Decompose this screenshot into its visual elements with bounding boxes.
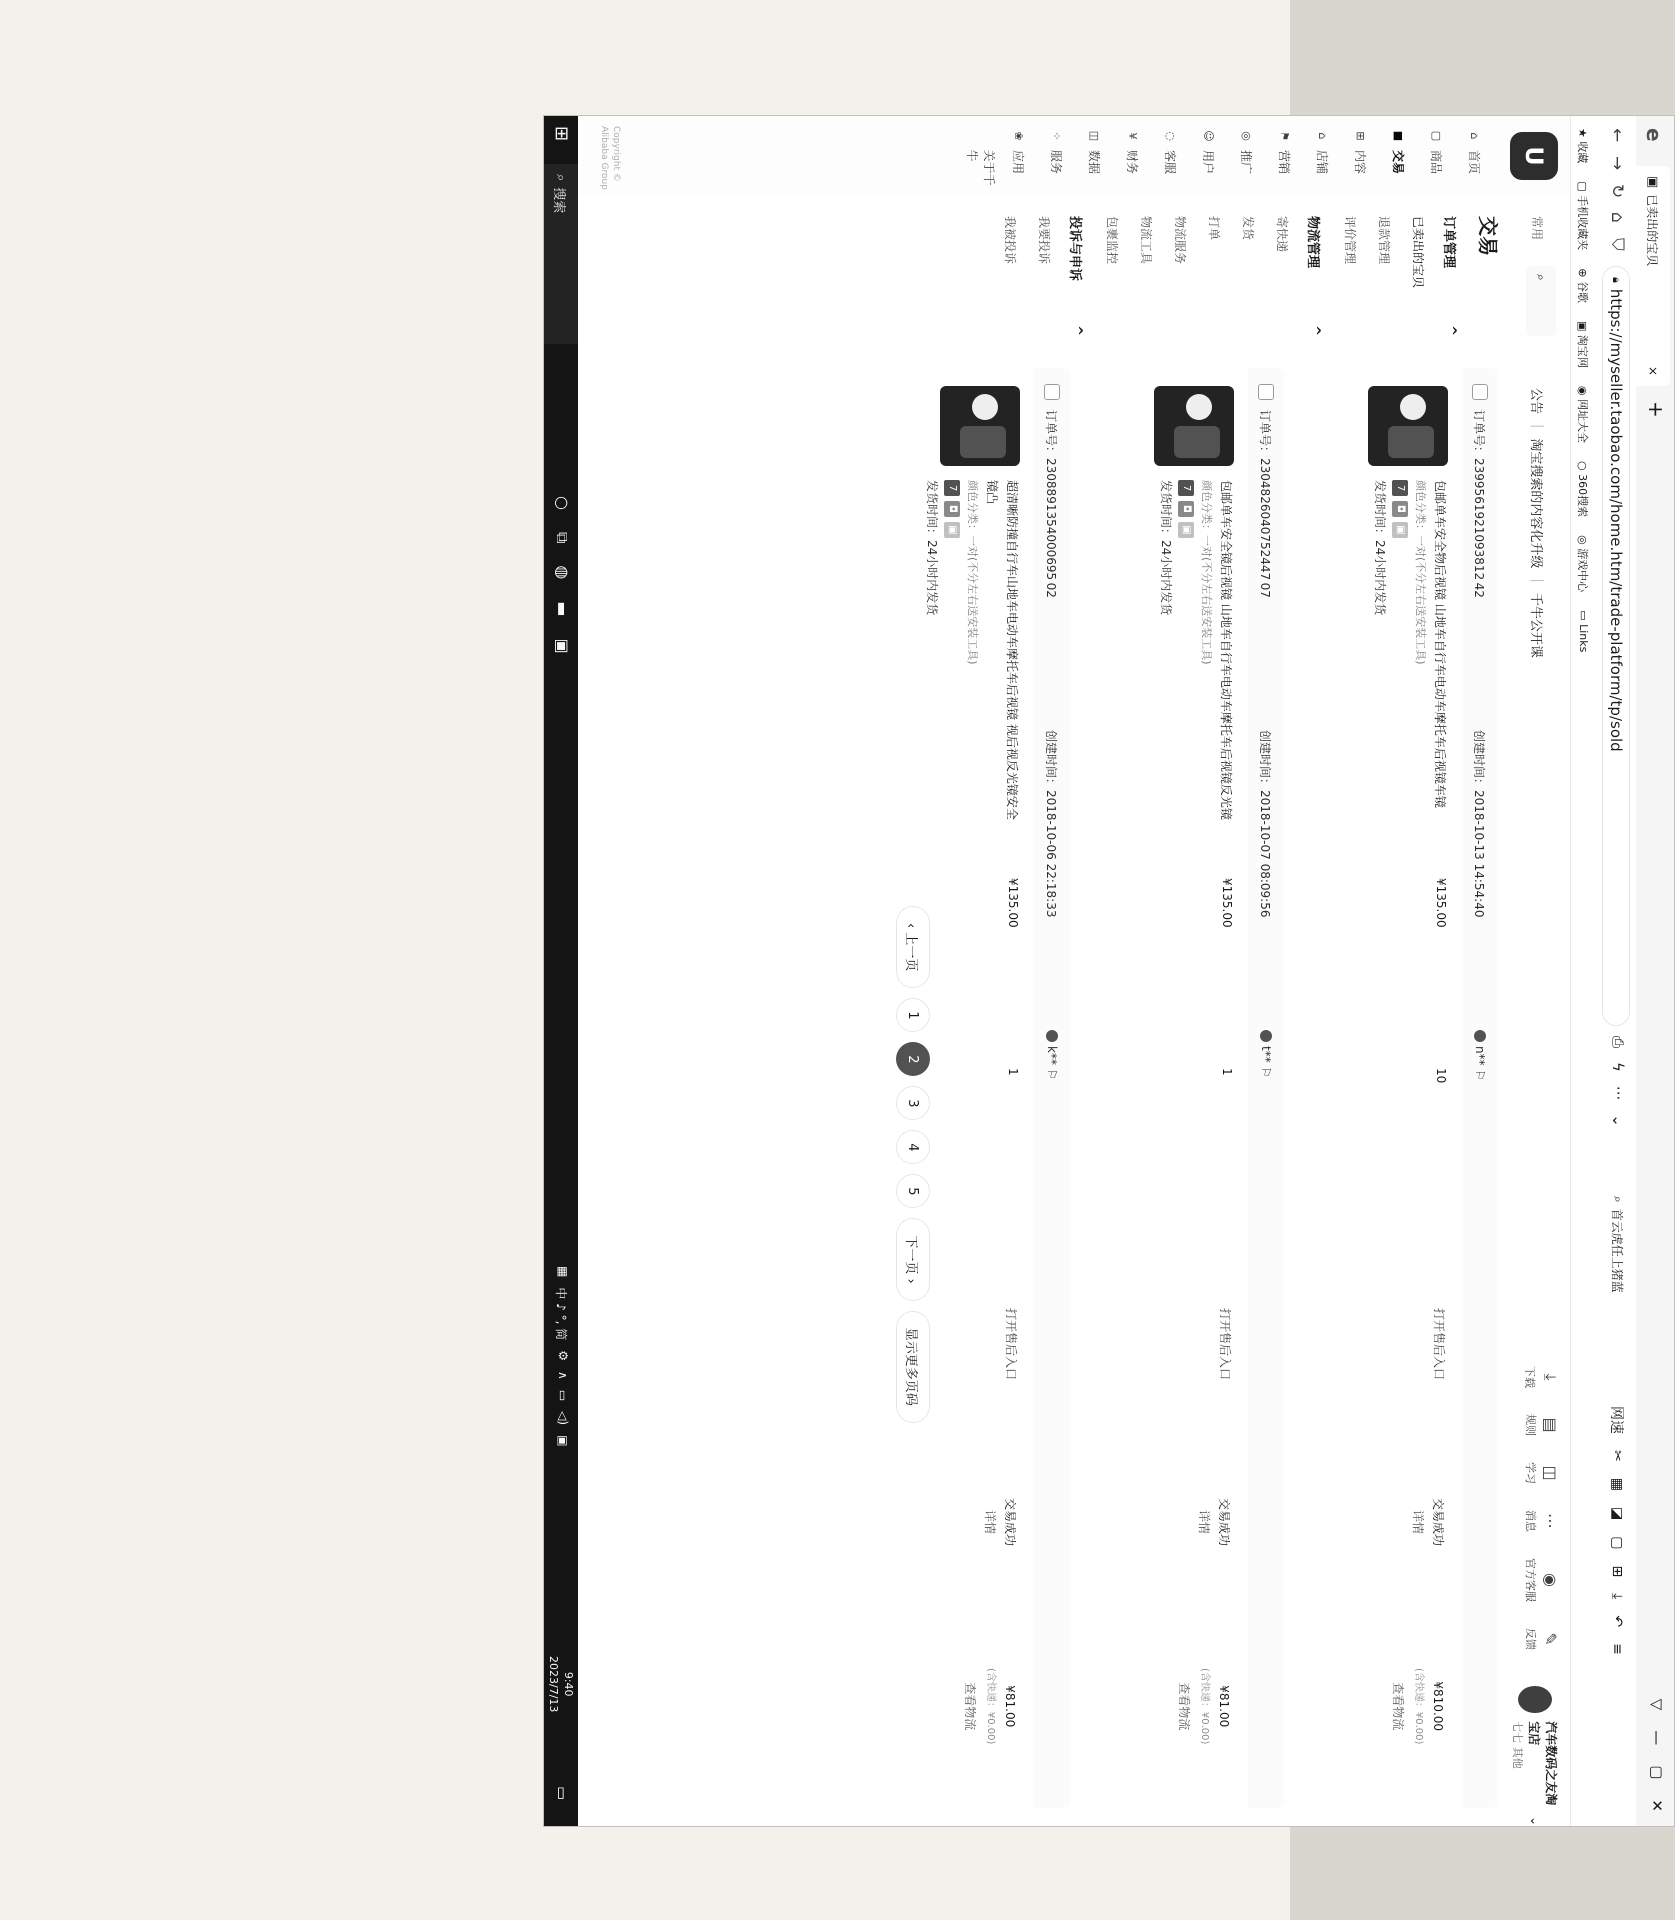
aftersale-link[interactable]: 打开售后入口 — [1218, 1308, 1232, 1381]
page-button[interactable]: 3 — [896, 1086, 930, 1120]
qianniu-logo[interactable]: U — [1510, 132, 1558, 180]
file-complaint-link[interactable]: 我要投诉 — [1037, 216, 1052, 265]
page-button-current[interactable]: 2 — [896, 1042, 930, 1076]
clock-time: 9:40 — [562, 1671, 575, 1697]
back-icon[interactable]: ← — [1607, 128, 1627, 143]
product-info — [1156, 480, 1236, 820]
grid-icon[interactable]: ▦ — [1609, 1477, 1625, 1491]
cortana-icon[interactable]: ○ — [553, 496, 572, 510]
data-icon: ◫ — [1088, 130, 1102, 142]
apps-icon: ❀ — [1012, 131, 1026, 141]
order-card — [1298, 368, 1498, 1808]
guarantee-icon: ◘ — [1178, 501, 1194, 517]
nav-service[interactable]: ◌ 客服 — [1152, 116, 1190, 196]
screenshot — [543, 115, 1675, 1827]
address-tools — [1609, 1036, 1627, 1127]
scissors-icon[interactable]: ✂ — [1609, 1450, 1625, 1462]
section-title: 交易 — [1476, 216, 1500, 256]
product-spec: 颜色分类：一对(不分左右送安装工具) — [966, 480, 979, 665]
download-icon: ⤓ — [1541, 1373, 1560, 1381]
guarantee-icon: ◘ — [1392, 501, 1408, 517]
group-order-management — [1334, 216, 1466, 336]
view-logistics-link[interactable]: 查看物流 — [963, 1682, 977, 1731]
product-thumbnail[interactable] — [1368, 386, 1448, 466]
windows-start-icon[interactable]: ⊞ — [551, 126, 572, 142]
url-text: https://myseller.taobao.com/home.htm/trade-platform/tp/sold — [1607, 288, 1625, 752]
notice-bar: 公告 | 淘宝搜索的内容化升级 | 千牛公开课 — [1518, 368, 1558, 1808]
nav-trade[interactable]: ■ 交易 — [1380, 116, 1418, 196]
chevron-down-icon[interactable]: ⌄ — [1609, 1114, 1627, 1127]
wangwang-icon — [1260, 1030, 1272, 1042]
nav-users[interactable]: ☺ 用户 — [1190, 116, 1228, 196]
buyer[interactable]: n** ⚐ — [1473, 1030, 1487, 1080]
nav-about[interactable]: 关于千牛 — [965, 149, 996, 186]
extension-icon[interactable]: ◪ — [1609, 1506, 1625, 1521]
shield-icon[interactable]: ⛉ — [1607, 238, 1627, 251]
refresh-icon[interactable]: ↻ — [1607, 184, 1627, 199]
order-header: 订单号：2399561921093812 42 创建时间：2018-10-13 14:54:40 n** ⚐ — [1462, 368, 1498, 1808]
chevron-up-icon[interactable]: ∧ — [556, 1371, 570, 1380]
service-icon: ▣ — [1178, 522, 1194, 538]
product-title[interactable]: 包邮单车安全镜后视镜 山地车自行车电动车摩托车后视镜反光镜 — [1219, 480, 1233, 820]
feedback-icon: ✎ — [1541, 1632, 1560, 1646]
order-total: ¥81.00 (含快递：¥0.00) 查看物流 — [1174, 1668, 1234, 1744]
created-time: 2018-10-13 14:54:40 — [1472, 790, 1487, 918]
bookmark-360[interactable]: ○ 360搜索 — [1576, 460, 1590, 518]
order-number: 2304826040752447 07 — [1258, 458, 1273, 598]
window-controls — [1648, 1699, 1666, 1812]
download-tool[interactable]: ⤓ 下载 — [1523, 1366, 1560, 1388]
notice-link[interactable]: 淘宝搜索的内容化升级 — [1528, 438, 1544, 569]
ime-icon[interactable]: ▦ — [556, 1266, 570, 1278]
notification-icon[interactable]: ▭ — [553, 1786, 571, 1801]
bookmark-hao[interactable]: ◉ 网址大全 — [1576, 385, 1590, 443]
settings-icon[interactable]: ⚙ — [556, 1350, 570, 1362]
notice-link[interactable]: 千牛公开课 — [1528, 592, 1544, 658]
page-button[interactable]: 4 — [896, 1130, 930, 1164]
services-icon: ⁘ — [1050, 131, 1064, 141]
service-icon: ▣ — [1392, 522, 1408, 538]
pin-icon[interactable]: ▽ — [1648, 1698, 1666, 1711]
order-header: 订单号：2308891354000695 02 创建时间：2018-10-06 22:18:33 k** ⚐ — [1034, 368, 1070, 1808]
home-icon: ⌂ — [1468, 132, 1482, 140]
more-pages-button[interactable]: 显示更多页码 — [896, 1311, 930, 1423]
order-number: 2308891354000695 02 — [1044, 458, 1059, 598]
menu-search[interactable] — [1526, 266, 1556, 336]
chevron-up-icon: ^ — [1069, 325, 1085, 336]
main-content — [578, 346, 1570, 1826]
lock-icon: 🔒︎ — [1610, 277, 1623, 283]
nav-goods[interactable]: ▢ 商品 — [1418, 116, 1456, 196]
promotion-icon: ◎ — [1240, 131, 1254, 141]
ship-link[interactable]: 发货 — [1241, 216, 1256, 241]
clock-date: 2023/7/13 — [547, 1656, 560, 1713]
search-suggestion: 首云虎任上猪蓝 — [1610, 1208, 1624, 1293]
address-bar — [1595, 116, 1636, 1826]
detail-link[interactable]: 详情 — [1197, 1510, 1211, 1535]
network-icon[interactable]: ▣ — [556, 1435, 570, 1447]
shipping-fee: (含快递：¥0.00) — [1413, 1668, 1424, 1745]
nav-promotion[interactable]: ◎ 推广 — [1228, 116, 1266, 196]
refund-link[interactable]: 退款管理 — [1377, 216, 1392, 265]
bookmark-taobao[interactable]: ▣ 淘宝网 — [1576, 320, 1590, 368]
apps-icon[interactable]: ⊞ — [1609, 1565, 1625, 1578]
created-time: 2018-10-07 08:09:56 — [1258, 790, 1273, 918]
content-icon: ⊞ — [1354, 131, 1368, 141]
rules-tool[interactable]: ▤ 规则 — [1524, 1414, 1560, 1436]
service-icon: ▣ — [944, 522, 960, 538]
secondary-sidebar — [578, 196, 1570, 347]
detail-link[interactable]: 详情 — [983, 1510, 997, 1535]
system-tray — [553, 1266, 570, 1446]
page-button[interactable]: 1 — [896, 998, 930, 1032]
new-tab-button[interactable]: + — [1644, 401, 1668, 418]
users-icon: ☺ — [1202, 130, 1216, 142]
product-thumbnail[interactable] — [1154, 386, 1234, 466]
battery-icon[interactable]: ▭ — [556, 1389, 570, 1402]
volume-icon[interactable]: ◁) — [556, 1411, 570, 1426]
screenshot-tool-icon[interactable]: ⎙ — [1609, 1036, 1627, 1049]
copyright: Copyright © Alibaba Group — [599, 126, 621, 190]
chevron-down-icon: ⌄ — [1528, 1815, 1542, 1826]
forward-icon[interactable]: → — [1607, 156, 1627, 171]
created-time: 2018-10-06 22:18:33 — [1044, 790, 1059, 918]
avatar — [1518, 1686, 1552, 1713]
message-tool[interactable]: ⋯ 消息 — [1524, 1510, 1560, 1532]
ship-time: 发货时间：24小时内发货 — [1159, 480, 1173, 616]
ime-status[interactable]: 中 ♪ °, 简 — [554, 1287, 568, 1341]
notice-label: 公告 — [1528, 388, 1544, 415]
bookmarks-bar — [1570, 116, 1596, 1826]
ship-time: 发货时间：24小时内发货 — [1373, 480, 1387, 616]
order-checkbox[interactable] — [1044, 384, 1060, 400]
order-total: ¥81.00 (含快递：¥0.00) 查看物流 — [960, 1668, 1020, 1744]
main-sidebar — [578, 116, 1570, 197]
nav-marketing[interactable]: ⚑ 营销 — [1266, 116, 1304, 196]
taobao-favicon-icon: ▣ — [1645, 176, 1661, 189]
shipping-fee: (含快递：¥0.00) — [985, 1668, 996, 1745]
window-icon[interactable]: ▢ — [1609, 1536, 1625, 1550]
chevron-up-icon: ^ — [1307, 325, 1323, 336]
order-checkbox[interactable] — [1472, 384, 1488, 400]
lightning-icon[interactable]: ϟ — [1609, 1062, 1627, 1072]
tab-bar — [1636, 116, 1674, 1826]
send-express-link[interactable]: 寄快递 — [1275, 216, 1290, 253]
seven-day-return-icon: 7 — [1178, 480, 1194, 496]
maximize-icon[interactable]: ▢ — [1648, 1765, 1666, 1780]
nav-apps[interactable]: ❀ 应用 — [1000, 116, 1038, 196]
order-status: 交易成功 详情 — [1194, 1498, 1234, 1546]
chevron-up-icon: ^ — [1443, 325, 1459, 336]
product-info — [1370, 480, 1450, 820]
common-label: 常用 — [1530, 216, 1544, 241]
finance-icon: ¥ — [1126, 132, 1140, 140]
order-number: 2399561921093812 42 — [1472, 458, 1487, 598]
product-info — [922, 480, 1022, 820]
nav-finance[interactable]: ¥ 财务 — [1114, 116, 1152, 196]
logistics-service-link[interactable]: 物流服务 — [1173, 216, 1188, 265]
seven-day-return-icon: 7 — [944, 480, 960, 496]
unit-price: ¥135.00 — [1220, 878, 1234, 928]
search-icon: ⌕ — [1534, 274, 1549, 281]
app-icon[interactable]: ▣ — [553, 638, 572, 654]
wangwang-icon — [1046, 1030, 1058, 1042]
headset-icon: ◉ — [1541, 1573, 1560, 1587]
url-field[interactable] — [1602, 266, 1630, 1026]
package-monitor-link[interactable]: 包裹监控 — [1105, 216, 1120, 265]
sold-items-link[interactable]: 已卖出的宝贝 — [1411, 216, 1426, 289]
unit-price: ¥135.00 — [1434, 878, 1448, 928]
flag-icon: ⚐ — [1473, 1069, 1487, 1081]
bookmark-google[interactable]: ⊕ 谷歌 — [1576, 268, 1590, 303]
next-page-button[interactable]: 下一页 › — [896, 1218, 930, 1300]
nav-content[interactable]: ⊞ 内容 — [1342, 116, 1380, 196]
edge-icon[interactable]: ◍ — [553, 565, 572, 580]
shop-icon: ⌂ — [1316, 132, 1330, 140]
tab-title: 已卖出的宝贝 — [1645, 194, 1660, 267]
browser-tab[interactable] — [1636, 166, 1670, 386]
detail-link[interactable]: 详情 — [1411, 1510, 1425, 1535]
bookmark-favorites[interactable]: ★ 收藏 — [1576, 128, 1590, 164]
task-view-icon[interactable]: ⧉ — [553, 531, 572, 544]
ship-time: 发货时间：24小时内发货 — [925, 480, 939, 616]
taskbar-search[interactable]: ⌕ 搜索 — [544, 164, 578, 344]
quantity: 10 — [1434, 1068, 1448, 1084]
search-icon: ⌕ — [1611, 1196, 1625, 1203]
logistics-tools-link[interactable]: 物流工具 — [1139, 216, 1154, 265]
product-thumbnail[interactable] — [940, 386, 1020, 466]
taskbar-apps — [552, 496, 572, 654]
bookmark-mobile[interactable]: ▢ 手机收藏夹 — [1576, 181, 1590, 251]
download-icon[interactable]: ⤓ — [1609, 1593, 1625, 1600]
file-explorer-icon[interactable]: ▬ — [553, 601, 572, 617]
minimize-icon[interactable]: — — [1648, 1730, 1666, 1746]
top-tools — [1522, 1366, 1560, 1650]
taskbar-clock[interactable] — [546, 1656, 576, 1712]
product-title[interactable]: 包邮单车安全物后视镜 山地车自行车电动车摩托车后视镜车镜 — [1433, 480, 1447, 808]
account-menu[interactable] — [1510, 1686, 1560, 1826]
search-box[interactable] — [1609, 1196, 1626, 1293]
order-checkbox[interactable] — [1258, 384, 1274, 400]
product-spec: 颜色分类：一对(不分左右送安装工具) — [1200, 480, 1213, 665]
view-logistics-link[interactable]: 查看物流 — [1391, 1682, 1405, 1731]
message-icon: ⋯ — [1541, 1513, 1560, 1529]
pagination — [896, 906, 930, 1423]
quantity: 1 — [1006, 1068, 1020, 1076]
complained-link[interactable]: 我被投诉 — [1003, 216, 1018, 265]
nav-home[interactable]: ⌂ 首页 — [1456, 116, 1494, 196]
guarantee-icon: ◘ — [944, 501, 960, 517]
bookmark-links[interactable]: ▭ Links — [1577, 610, 1590, 653]
more-icon[interactable]: ··· — [1609, 1085, 1627, 1101]
home-icon[interactable]: ⌂ — [1607, 212, 1627, 223]
order-status: 交易成功 详情 — [1408, 1498, 1448, 1546]
unit-price: ¥135.00 — [1006, 878, 1020, 928]
bookmark-games[interactable]: ◎ 游戏中心 — [1576, 535, 1590, 593]
wangwang-icon — [1474, 1030, 1486, 1042]
order-total: ¥810.00 (含快递：¥0.00) 查看物流 — [1388, 1668, 1448, 1744]
learn-icon: ◫ — [1541, 1465, 1560, 1481]
learn-tool[interactable]: ◫ 学习 — [1524, 1462, 1560, 1484]
marketing-icon: ⚑ — [1278, 131, 1292, 141]
order-card — [1084, 368, 1284, 1808]
group-complaints — [994, 216, 1092, 336]
trade-icon: ■ — [1392, 130, 1406, 142]
tab-close-icon[interactable]: × — [1646, 365, 1660, 376]
quantity: 1 — [1220, 1068, 1234, 1076]
search-icon: ⌕ — [553, 174, 569, 182]
shop-name: 汽车数码之友淘宝店 — [1527, 1721, 1558, 1806]
group-logistics — [1096, 216, 1330, 336]
account-sub: 七七 其他 — [1511, 1721, 1524, 1769]
group-head-complaints[interactable]: 投诉与申诉 ^ — [1067, 216, 1085, 336]
windows-taskbar — [544, 116, 578, 1826]
seven-day-return-icon: 7 — [1392, 480, 1408, 496]
rules-icon: ▤ — [1541, 1417, 1560, 1433]
product-spec: 颜色分类：一对(不分左右送安装工具) — [1414, 480, 1427, 665]
order-header: 订单号：2304826040752447 07 创建时间：2018-10-07 08:09:56 t** ⚐ — [1248, 368, 1284, 1808]
prev-page-button[interactable]: ‹ 上一页 — [896, 906, 930, 988]
review-link[interactable]: 评价管理 — [1343, 216, 1358, 265]
speed-label[interactable]: 网速 — [1608, 1406, 1624, 1434]
print-link[interactable]: 打单 — [1207, 216, 1222, 241]
buyer[interactable]: k** ⚐ — [1045, 1030, 1059, 1080]
close-window-icon[interactable]: ✕ — [1648, 1799, 1666, 1812]
flag-icon: ⚐ — [1259, 1066, 1273, 1078]
nav-data[interactable]: ◫ 数据 — [1076, 116, 1114, 196]
aftersale-link[interactable]: 打开售后入口 — [1004, 1308, 1018, 1381]
undo-icon[interactable]: ↶ — [1609, 1615, 1625, 1628]
group-head-orders[interactable]: 订单管理 ^ — [1441, 216, 1459, 336]
official-service-tool[interactable]: ◉ 官方客服 — [1524, 1558, 1560, 1602]
buyer[interactable]: t** ⚐ — [1259, 1030, 1273, 1077]
product-title[interactable]: 超清晰防撞自行车山地车电动车摩托车后视镜 视后视反光镜安全镜凸 — [985, 480, 1019, 820]
group-head-logistics[interactable]: 物流管理 ^ — [1305, 216, 1323, 336]
headset-icon: ◌ — [1164, 131, 1178, 141]
shipping-fee: (含快递：¥0.00) — [1199, 1668, 1210, 1745]
flag-icon: ⚐ — [1045, 1068, 1059, 1080]
goods-icon: ▢ — [1430, 130, 1444, 142]
nav-shop[interactable]: ⌂ 店铺 — [1304, 116, 1342, 196]
menu-icon[interactable]: ≡ — [1609, 1643, 1625, 1655]
browser-logo-icon: e — [1642, 128, 1666, 142]
page-button[interactable]: 5 — [896, 1174, 930, 1208]
nav-services[interactable]: ⁘ 服务 — [1038, 116, 1076, 196]
order-status: 交易成功 详情 — [980, 1498, 1020, 1546]
browser-toolbar — [1607, 1406, 1627, 1655]
aftersale-link[interactable]: 打开售后入口 — [1432, 1308, 1446, 1381]
feedback-tool[interactable]: ✎ 反馈 — [1524, 1628, 1560, 1650]
view-logistics-link[interactable]: 查看物流 — [1177, 1682, 1191, 1731]
